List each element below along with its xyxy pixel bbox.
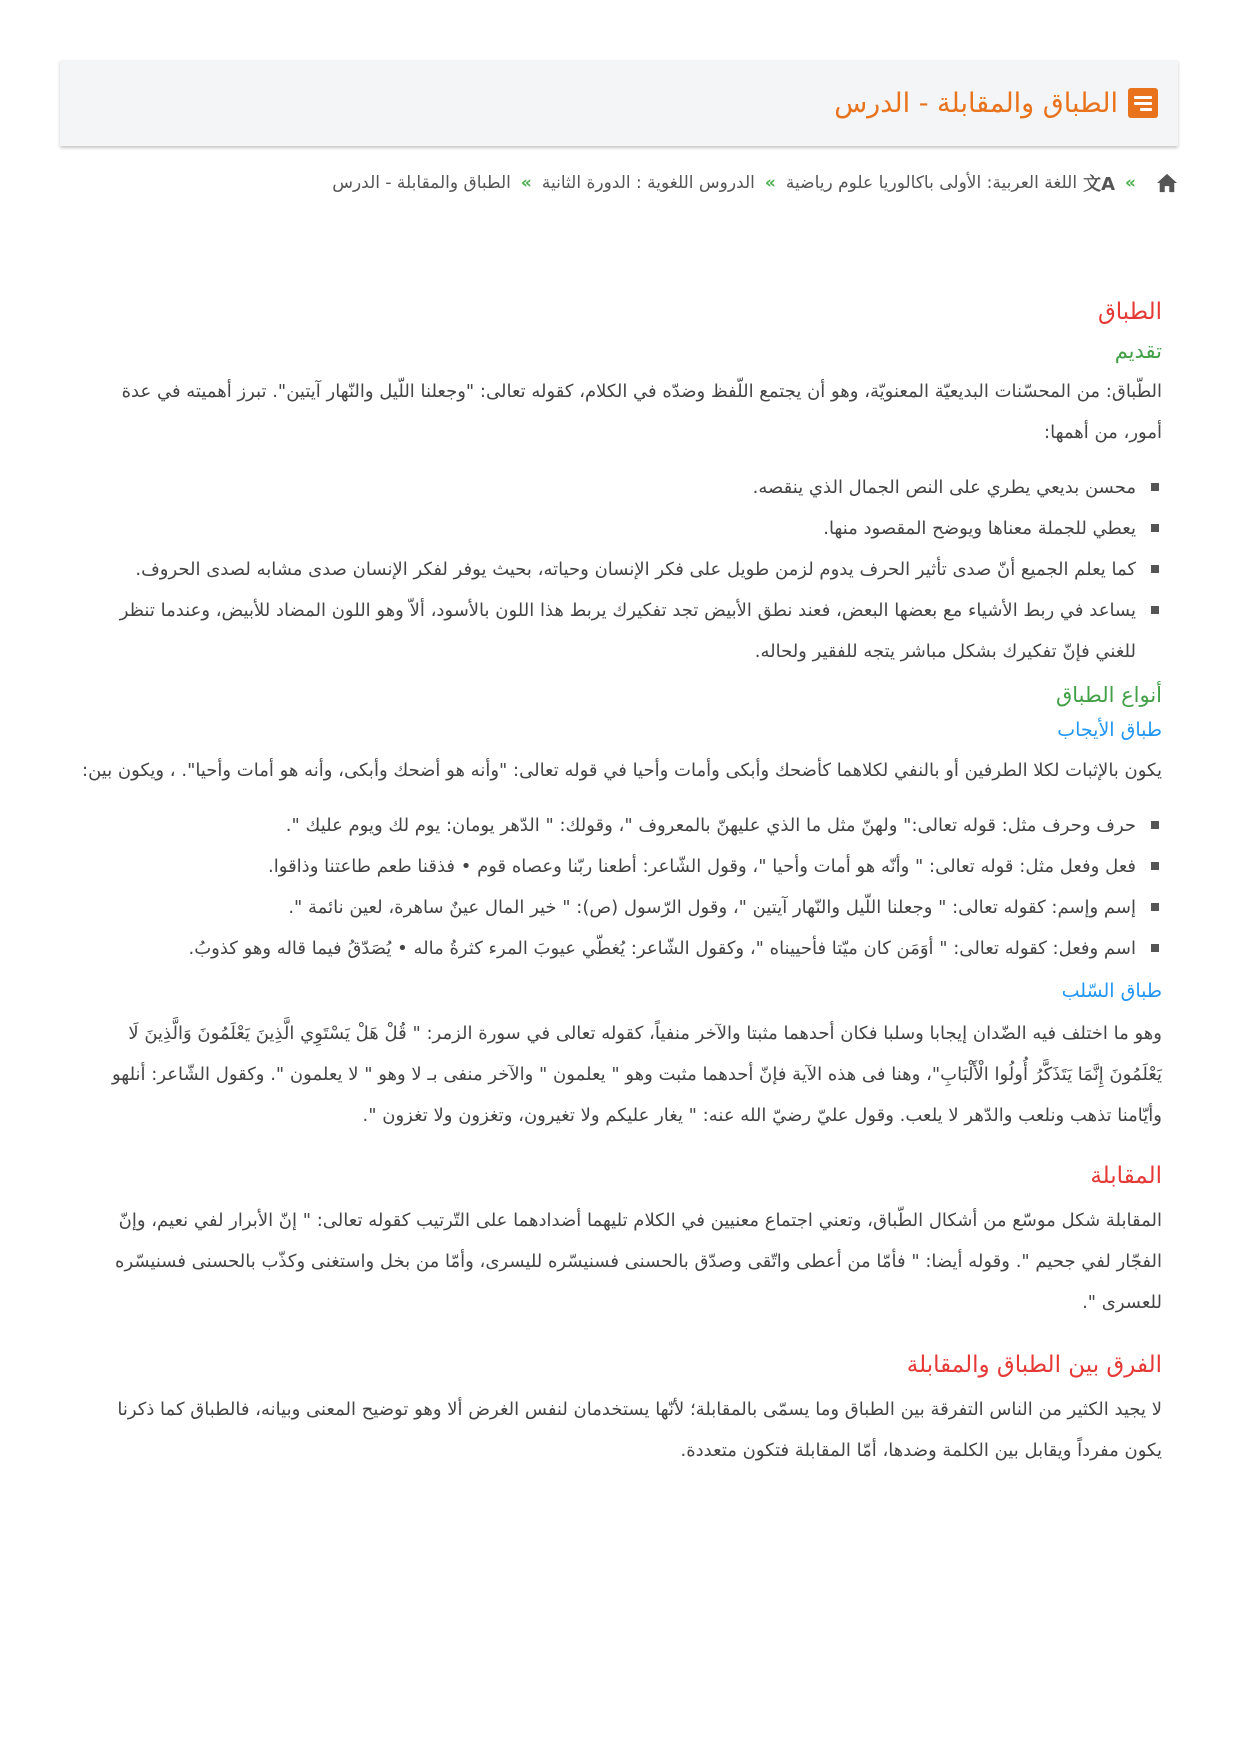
list-item: فعل وفعل مثل: قوله تعالى: " وأنّه هو أمات وأحيا "، وقول الشّاعر: أطعنا ربّنا وعصاه قوم • فذقنا طعم طاعتنا وذاقوا. [80,846,1162,887]
section-title-muqabala: المقابلة [1090,1163,1162,1189]
page-title: الطباق والمقابلة - الدرس [834,87,1118,119]
section-title-tibaq: الطباق [1097,299,1162,325]
bullet-icon [1151,903,1159,911]
subsection-title-types: أنواع الطباق [1055,683,1162,707]
subsection-title-intro: تقديم [1114,339,1162,363]
home-icon[interactable] [1156,173,1178,193]
breadcrumb-separator: » [764,173,776,193]
breadcrumb [60,166,1178,200]
list-item: حرف وحرف مثل: قوله تعالى:" ولهنّ مثل ما الذي عليهنّ بالمعروف "، وقولك: " الدّهر يومان: يوم لك ويوم عليك ". [80,805,1162,846]
list-item: إسم وإسم: كقوله تعالى: " وجعلنا اللّيل والنّهار آيتين "، وقول الرّسول (ص): " خير المال عينٌ ساهرة، لعين نائمة ". [80,887,1162,928]
breadcrumb-item-subject[interactable]: اللغة العربية: الأولى باكالوريا علوم رياضية [785,173,1078,193]
bullet-icon [1151,944,1159,952]
list-item: يساعد في ربط الأشياء مع بعضها البعض، فعند نطق الأبيض تجد تفكيرك يربط هذا اللون بالأسود، ألاّ وهو اللون المضاد للأبيض، وعندما تنظر للغني فإنّ تفكيرك بشكل مباشر يتجه للفقير ولحاله. [80,590,1162,672]
breadcrumb-item-current: الطباق والمقابلة - الدرس [332,173,511,193]
intro-list [80,467,1162,672]
bullet-icon [1151,524,1159,532]
page-header [60,60,1178,146]
bullet-icon [1151,606,1159,614]
muqabala-paragraph: المقابلة شكل موسّع من أشكال الطّباق، وتعني اجتماع معنيين في الكلام تليهما أضدادهما على التّرتيب كقوله تعالى: " إنّ الأبرار لفي نعيم، وإنّ الفجّار لفي جحيم ". وقوله أيضا: " فأمّا من أعطى واتّقى وصدّق بالحسنى فسنيسّره لليسرى، وأمّا من بخل واستغنى وكذّب بالحسنى فسنيسّره للعسرى ". [115,1210,1162,1313]
breadcrumb-item-category[interactable]: الدروس اللغوية : الدورة الثانية [541,173,755,193]
bullet-icon [1151,565,1159,573]
lesson-content [80,296,1162,1471]
document-icon [1128,88,1158,118]
positive-paragraph: يكون بالإثبات لكلا الطرفين أو بالنفي لكلاهما كأضحك وأبكى وأمات وأحيا في قوله تعالى: "وأنه هو أضحك وأبكى، وأنه هو أمات وأحيا". ، ويكون بين: [82,760,1162,781]
sub-subsection-title-positive: طباق الأيجاب [1057,719,1162,741]
positive-list [80,805,1162,969]
list-item: اسم وفعل: كقوله تعالى: " أوَمَن كان ميّتا فأحييناه "، وكقول الشّاعر: يُغطّي عيوبَ المرء كثرةُ ماله • يُصَدّقُ فيما قاله وهو كذوبُ. [80,928,1162,969]
breadcrumb-separator: » [520,173,532,193]
list-item: يعطي للجملة معناها ويوضح المقصود منها. [80,508,1162,549]
bullet-icon [1151,862,1159,870]
list-item: محسن بديعي يطري على النص الجمال الذي ينقصه. [80,467,1162,508]
list-item: كما يعلم الجميع أنّ صدى تأثير الحرف يدوم لزمن طويل على فكر الإنسان وحياته، بحيث يوفر لفكر الإنسان صدى مشابه لصدى الحروف. [80,549,1162,590]
intro-paragraph: الطّباق: من المحسّنات البديعيّة المعنويّة، وهو أن يجتمع اللّفظ وضدّه في الكلام، كقوله تعالى: "وجعلنا اللّيل والنّهار آيتين". تبرز أهميته في عدة أمور، من أهمها: [121,381,1162,443]
difference-paragraph: لا يجيد الكثير من الناس التفرقة بين الطباق وما يسمّى بالمقابلة؛ لأنّها يستخدمان لنفس الغرض ألا وهو توضيح المعنى وبيانه، فالطباق كما ذكرنا يكون مفرداً ويقابل بين الكلمة وضدها، أمّا المقابلة فتكون متعددة. [117,1399,1162,1461]
negative-paragraph: وهو ما اختلف فيه الضّدان إيجابا وسلبا فكان أحدهما مثبتا والآخر منفياً، كقوله تعالى في سورة الزمر: " قُلْ هَلْ يَسْتَوِي الَّذِينَ يَعْلَمُونَ وَالَّذِينَ لَا يَعْلَمُونَ إِنَّمَا يَتَذَكَّرُ أُولُوا الْأَلْبَابِ"، وهنا فى هذه الآية فإنّ أحدهما مثبت وهو " يعلمون " والآخر منفى بـ لا وهو " لا يعلمون ". وكقول الشّاعر: أنلهو وأيّامنا تذهب ونلعب والدّهر لا يلعب. وقول عليّ رضيّ الله عنه: " يغار عليكم ولا تغيرون، وتغزون ولا تغزون ". [111,1023,1162,1126]
bullet-icon [1151,483,1159,491]
bullet-icon [1151,821,1159,829]
sub-subsection-title-negative: طباق السّلب [1061,980,1162,1002]
translate-icon: 文A [1083,174,1116,195]
breadcrumb-separator: » [1125,173,1136,193]
section-title-difference: الفرق بين الطباق والمقابلة [906,1352,1162,1378]
